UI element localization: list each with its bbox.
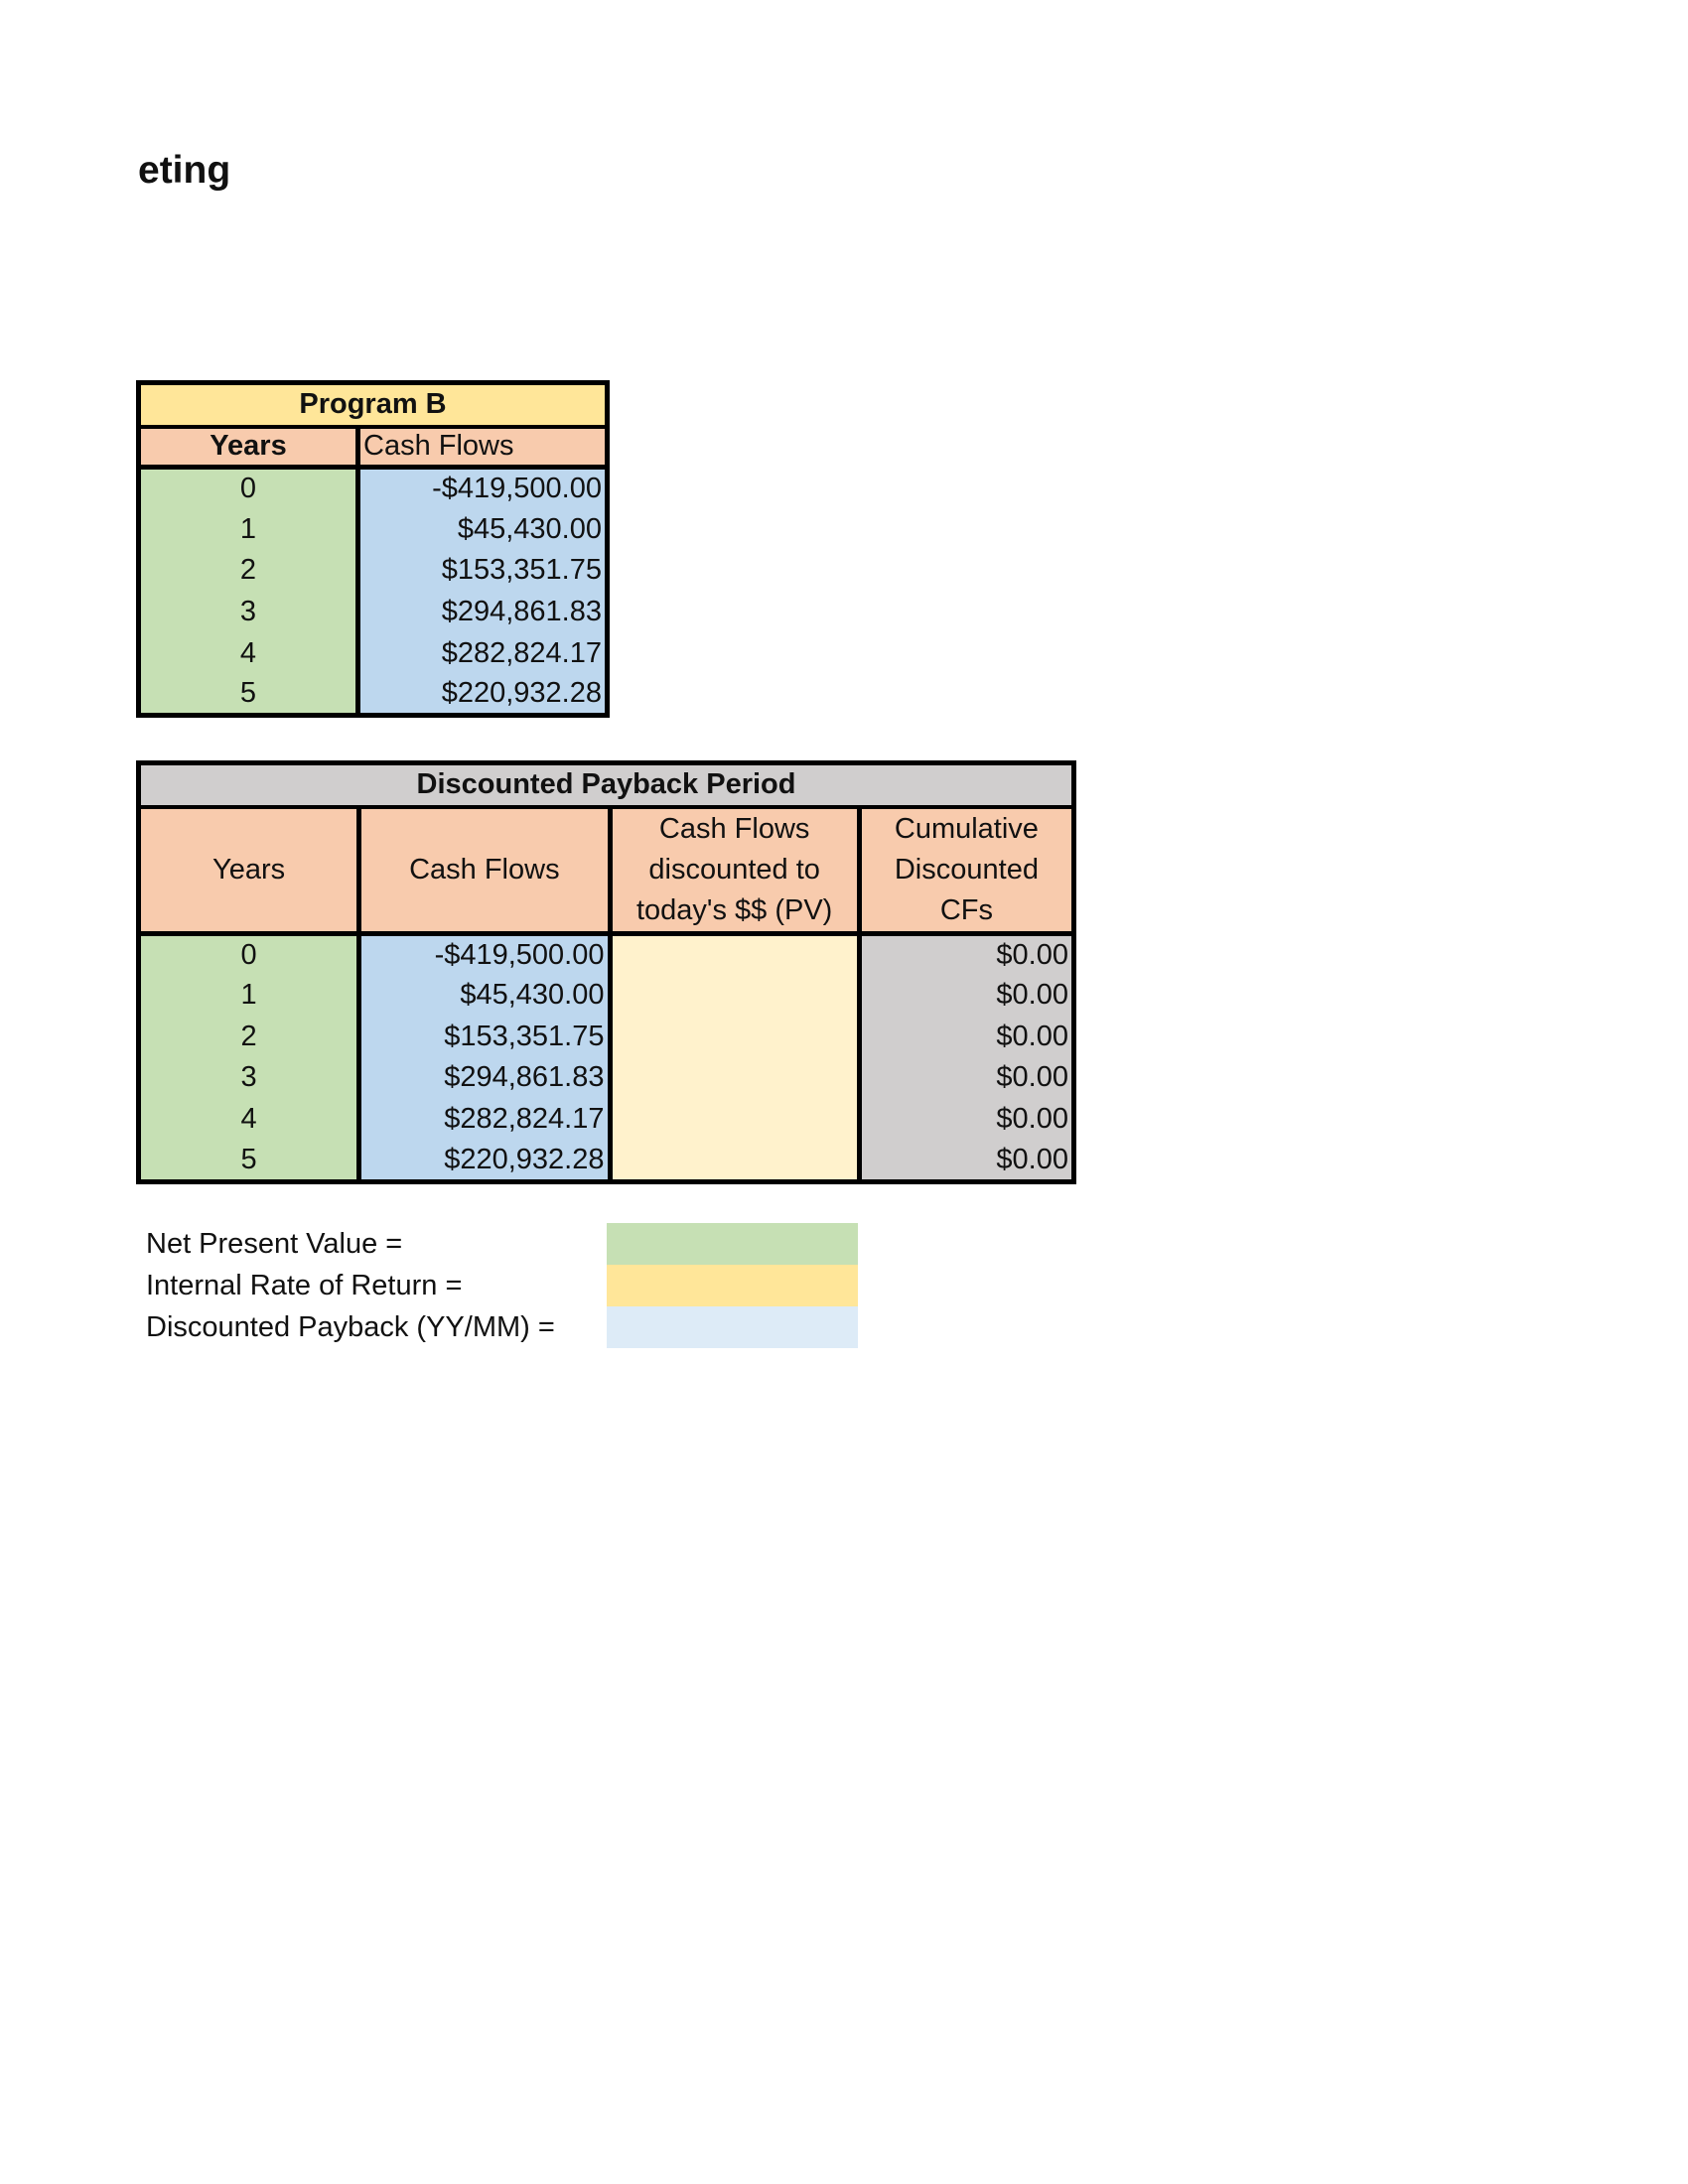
cumulative-cell[interactable]: $0.00: [859, 975, 1073, 1017]
year-cell[interactable]: 2: [139, 550, 358, 592]
table-row: [139, 674, 608, 716]
cumulative-header-line: Cumulative: [894, 812, 1039, 845]
year-cell[interactable]: 5: [139, 674, 358, 716]
cash-flow-cell[interactable]: $220,932.28: [358, 674, 608, 716]
table-row: [139, 1140, 1074, 1181]
year-cell[interactable]: 0: [139, 933, 359, 975]
irr-label: Internal Rate of Return =: [146, 1270, 463, 1301]
cash-flow-cell[interactable]: $282,824.17: [359, 1099, 610, 1141]
pv-cell[interactable]: [610, 1140, 859, 1181]
payback-label: Discounted Payback (YY/MM) =: [146, 1311, 555, 1343]
year-cell[interactable]: 4: [139, 632, 358, 674]
year-cell[interactable]: 3: [139, 592, 358, 633]
table-row: [139, 1099, 1074, 1141]
table-row: [139, 632, 608, 674]
table-row: [139, 592, 608, 633]
cumulative-cell[interactable]: $0.00: [859, 1057, 1073, 1099]
pv-cell[interactable]: [610, 1099, 859, 1141]
cash-flow-cell[interactable]: $282,824.17: [358, 632, 608, 674]
table-row: [139, 933, 1074, 975]
year-cell[interactable]: 2: [139, 1016, 359, 1057]
pv-header-line: today's $$ (PV): [635, 893, 833, 926]
year-cell[interactable]: 1: [139, 975, 359, 1017]
cumulative-header-line: Discounted CFs: [894, 853, 1039, 926]
cash-flow-cell[interactable]: $153,351.75: [359, 1016, 610, 1057]
pv-cell[interactable]: [610, 933, 859, 975]
summary-labels: [146, 1223, 555, 1348]
cumulative-cell[interactable]: $0.00: [859, 933, 1073, 975]
cash-flow-cell[interactable]: $294,861.83: [359, 1057, 610, 1099]
discounted-payback-title: Discounted Payback Period: [139, 763, 1074, 807]
cash-flow-cell[interactable]: $220,932.28: [359, 1140, 610, 1181]
cash-flow-cell[interactable]: $45,430.00: [359, 975, 610, 1017]
cash-flow-cell[interactable]: $45,430.00: [358, 508, 608, 550]
years-header[interactable]: Years: [139, 807, 359, 934]
cumulative-cell[interactable]: $0.00: [859, 1016, 1073, 1057]
discounted-payback-table: [136, 760, 1076, 1184]
table-row: [139, 975, 1074, 1017]
irr-input-cell[interactable]: [607, 1265, 858, 1306]
table-row: [139, 1016, 1074, 1057]
cash-flows-header[interactable]: Cash Flows: [359, 807, 610, 934]
pv-header-line: Cash Flows: [658, 812, 810, 845]
pv-header-line: discounted to: [648, 853, 820, 886]
program-b-table: [136, 380, 610, 718]
table-row: [139, 508, 608, 550]
pv-cell[interactable]: [610, 975, 859, 1017]
cash-flow-cell[interactable]: $294,861.83: [358, 592, 608, 633]
year-cell[interactable]: 0: [139, 468, 358, 509]
table-row: [139, 1057, 1074, 1099]
table-row: [139, 550, 608, 592]
years-header[interactable]: Years: [139, 427, 358, 468]
page-title: eting: [138, 149, 231, 192]
cash-flows-header[interactable]: Cash Flows: [358, 427, 608, 468]
cash-flow-cell[interactable]: $153,351.75: [358, 550, 608, 592]
cash-flow-cell[interactable]: -$419,500.00: [358, 468, 608, 509]
year-cell[interactable]: 1: [139, 508, 358, 550]
npv-input-cell[interactable]: [607, 1223, 858, 1265]
year-cell[interactable]: 5: [139, 1140, 359, 1181]
pv-header[interactable]: [610, 807, 859, 934]
year-cell[interactable]: 4: [139, 1099, 359, 1141]
cumulative-cell[interactable]: $0.00: [859, 1140, 1073, 1181]
year-cell[interactable]: 3: [139, 1057, 359, 1099]
payback-input-cell[interactable]: [607, 1306, 858, 1348]
cash-flow-cell[interactable]: -$419,500.00: [359, 933, 610, 975]
cumulative-header[interactable]: [859, 807, 1073, 934]
pv-cell[interactable]: [610, 1057, 859, 1099]
program-b-title: Program B: [139, 383, 608, 427]
npv-label: Net Present Value =: [146, 1228, 403, 1260]
pv-cell[interactable]: [610, 1016, 859, 1057]
table-row: [139, 468, 608, 509]
cumulative-cell[interactable]: $0.00: [859, 1099, 1073, 1141]
